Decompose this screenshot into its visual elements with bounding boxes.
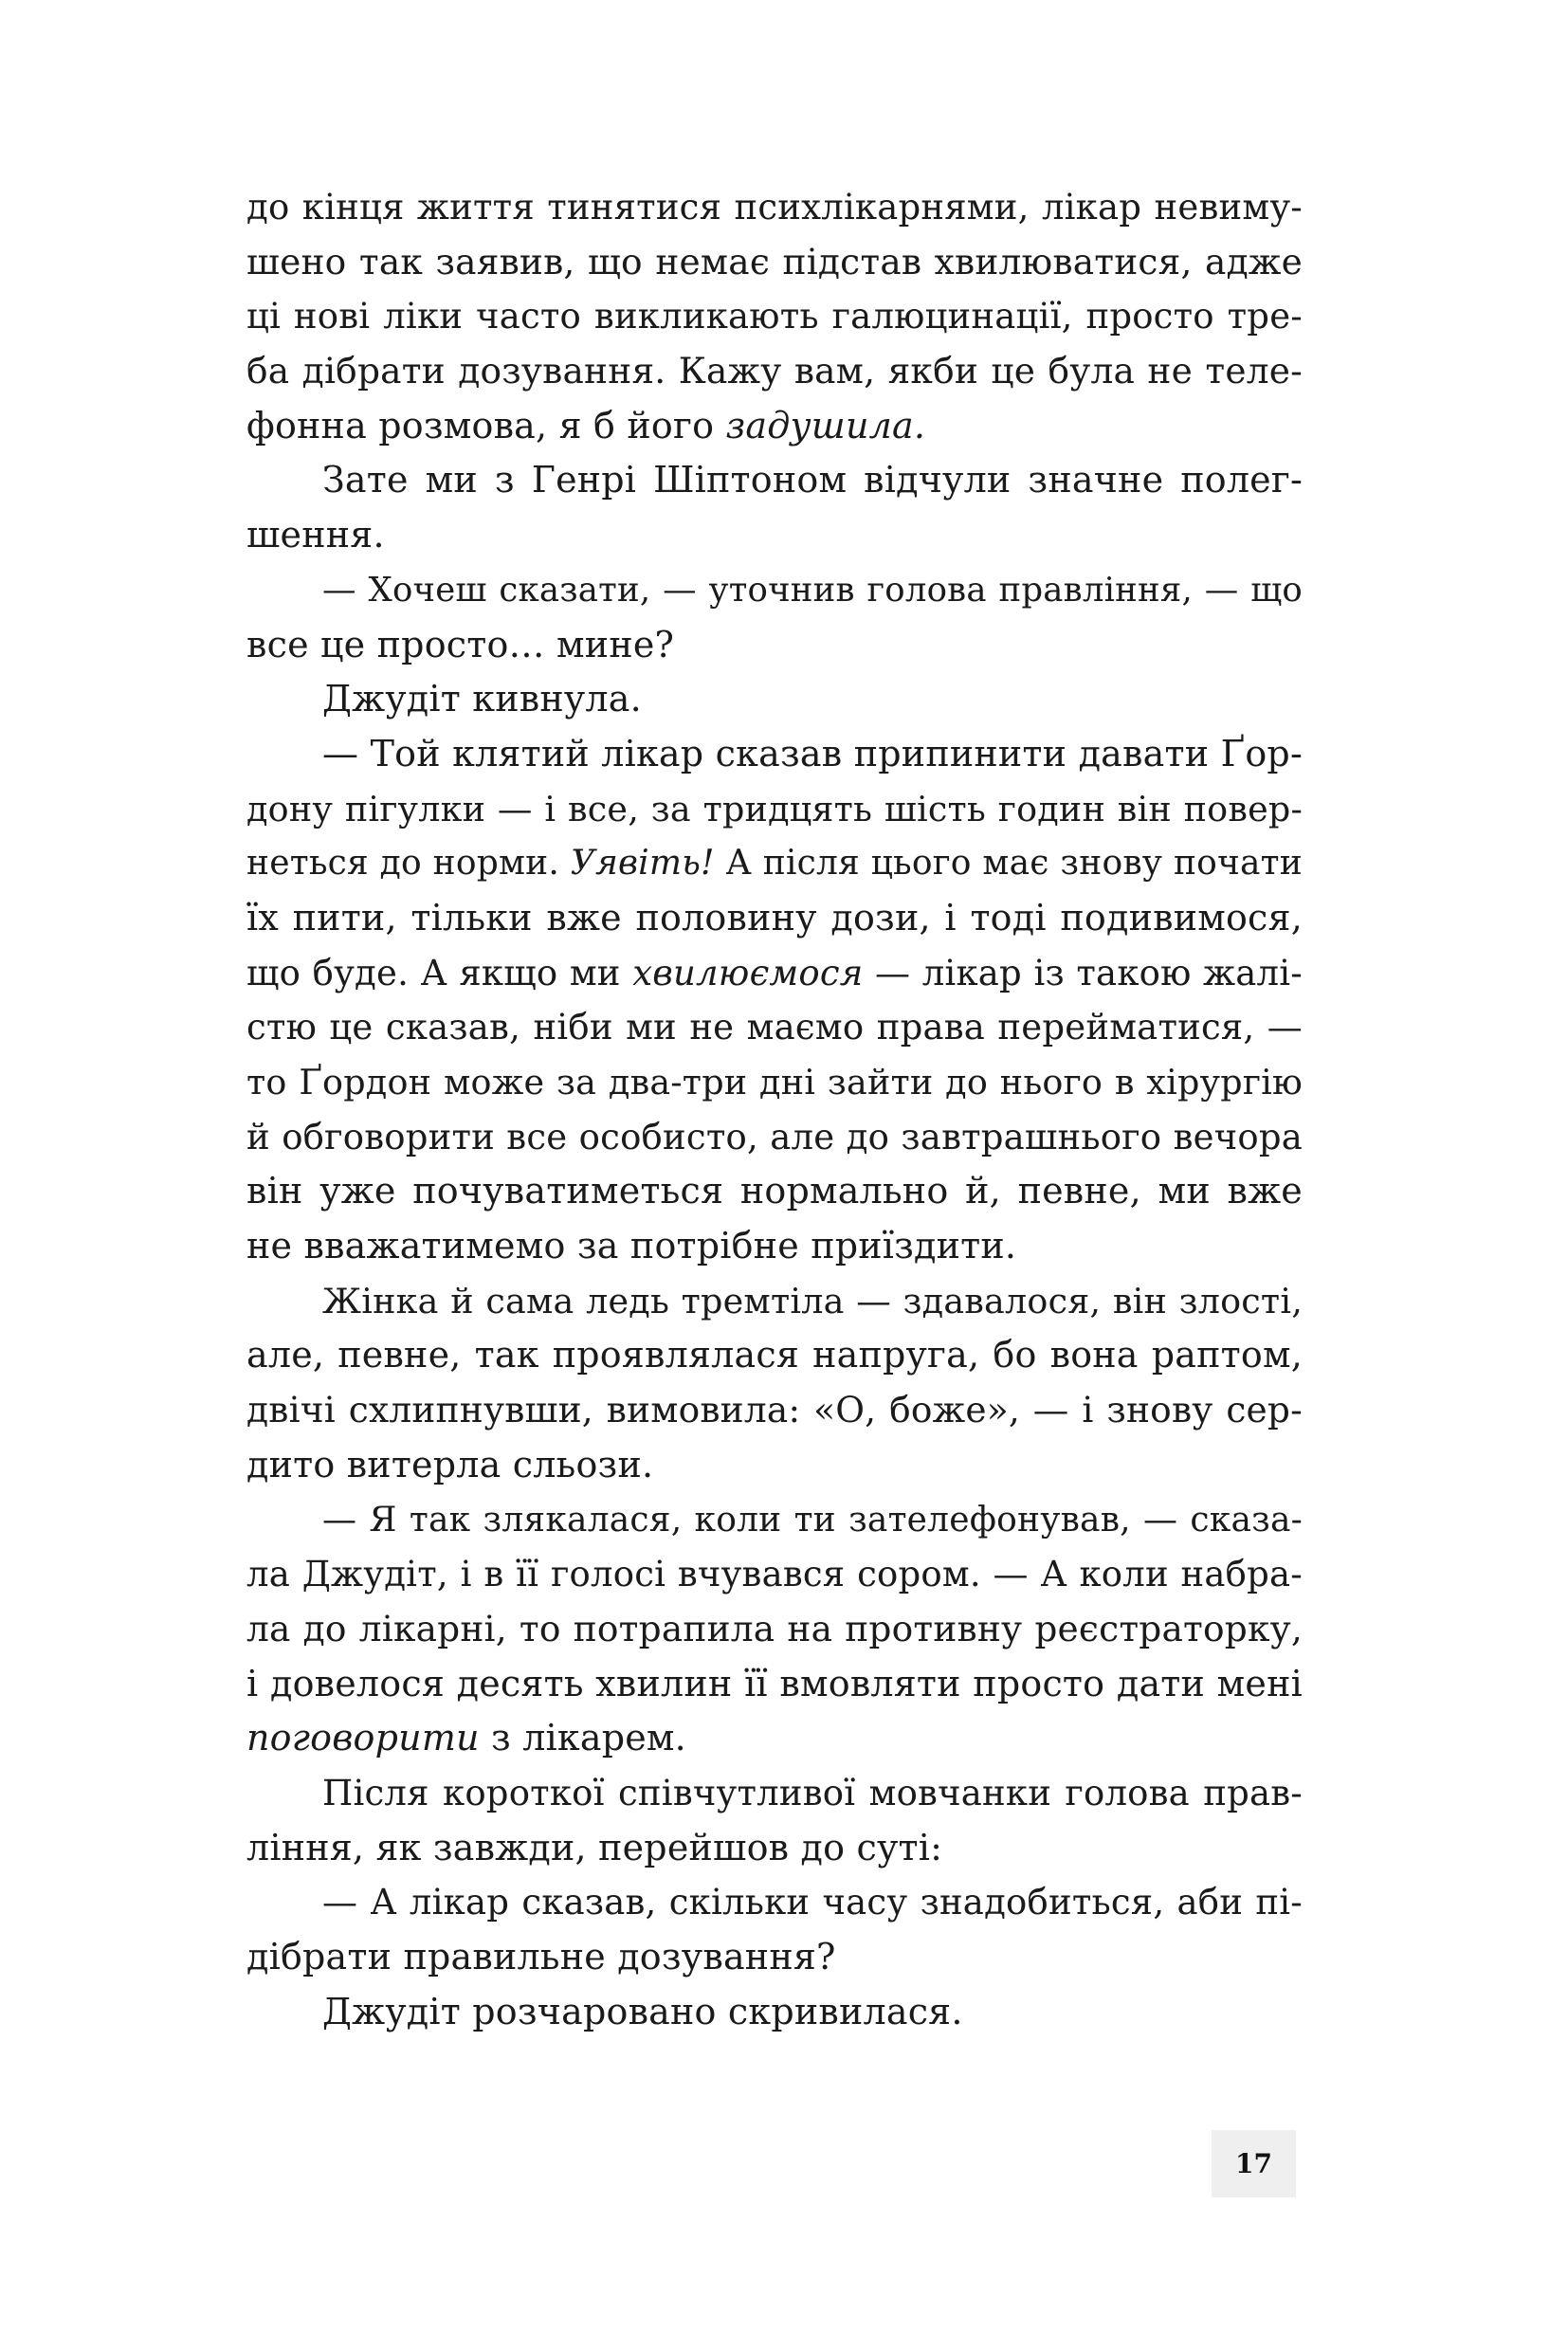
text-segment: ці нові ліки часто викликають галюцинації, просто тре- [246,296,1303,337]
text-line [246,946,1303,1001]
text-line [246,1438,1303,1493]
text-line [246,1657,1303,1712]
text-line [246,836,1303,891]
text-line [246,289,1303,344]
text-line [246,1547,1303,1602]
text-segment: ління, як завжди, перейшов до суті: [246,1826,943,1868]
emphasis-text: задушила. [725,404,926,447]
text-line [246,782,1303,837]
text-segment: дито витерла сльози. [246,1443,654,1485]
text-line [246,1328,1303,1383]
text-line [246,1055,1303,1110]
text-line [246,1711,1303,1766]
paragraph-first-line [246,1985,1303,2040]
text-segment: — Хочеш сказати, — уточнив голова правління, — що [322,570,1303,610]
paragraph-first-line [246,563,1303,618]
text-segment: з лікарем. [479,1717,686,1759]
text-segment: двічі схлипнувши, вимовила: «О, боже», — і знову сер- [246,1389,1303,1431]
text-segment: Джудіт розчаровано скривилася. [322,1990,963,2032]
text-line [246,344,1303,399]
text-segment: Зате ми з Генрі Шіптоном відчули значне полег- [322,459,1303,501]
text-line [246,1602,1303,1657]
emphasis-text: Уявіть! [570,844,715,884]
text-line [246,1930,1303,1985]
text-segment: фонна розмова, я б його [246,404,726,447]
text-segment: він уже почуватиметься нормально й, певне, ми вже [246,1170,1303,1212]
text-segment: але, певне, так проявлялася напруга, бо вона раптом, [246,1334,1303,1376]
text-line [246,891,1303,946]
text-line [246,235,1303,290]
text-segment: ла до лікарні, то потрапила на противну реєстраторку, [246,1607,1303,1649]
text-line [246,618,1303,673]
text-segment: — лікар із такою жалі- [863,952,1303,993]
text-segment: все це просто… мине? [246,623,675,665]
page-number: 17 [1235,2148,1272,2179]
paragraph-first-line [246,1875,1303,1930]
text-segment: що буде. А якщо ми [246,952,633,993]
text-segment: їх пити, тільки вже половину дози, і тоді подивимося, [246,896,1303,939]
text-segment: не вважатимемо за потрібне приїздити. [246,1225,1017,1267]
text-segment: — Той клятий лікар сказав припинити давати Ґор- [322,732,1303,775]
text-line [246,1110,1303,1165]
text-segment: неться до норми. [246,844,571,884]
text-segment: дібрати правильне дозування? [246,1936,836,1977]
paragraph-first-line [246,1766,1303,1821]
paragraph-first-line [246,1274,1303,1329]
text-segment: стю це сказав, ніби ми не маємо права перейматися, — [246,1007,1303,1048]
text-segment: й обговорити все особисто, але до завтрашнього вечора [246,1116,1303,1157]
text-line [246,508,1303,563]
text-segment: то Ґордон може за два-три дні зайти до нього в хірургію [246,1062,1303,1103]
text-segment: ба дібрати дозування. Кажу вам, якби це була не теле- [246,350,1303,392]
emphasis-text: хвилюємося [632,952,864,993]
text-line [246,1164,1303,1219]
text-line [246,399,1303,454]
text-segment: Джудіт кивнула. [322,678,642,720]
body-text [246,180,1303,2039]
paragraph-first-line [246,672,1303,727]
text-segment: і довелося десять хвилин її вмовляти просто дати мені [246,1662,1303,1704]
paragraph-first-line [246,453,1303,508]
text-line [246,1219,1303,1274]
text-segment: Після короткої співчутливої мовчанки голова прав- [322,1772,1303,1813]
text-segment: дону пігулки — і все, за тридцять шість годин він повер- [246,788,1303,829]
text-segment: А після цього має знову почати [714,844,1303,884]
emphasis-text: поговорити [246,1717,480,1759]
text-segment: — А лікар сказав, скільки часу знадобиться, аби пі- [322,1882,1303,1923]
text-segment: до кінця життя тинятися психлікарнями, лікар невиму- [246,187,1303,228]
paragraph-first-line [246,727,1303,782]
text-line [246,1821,1303,1876]
text-segment: ла Джудіт, і в її голосі вчувався сором. — А коли набра- [246,1554,1303,1595]
text-segment: — Я так злякалася, коли ти зателефонував, — сказа- [322,1500,1303,1540]
paragraph-first-line [246,1493,1303,1548]
page-number-box [1212,2130,1296,2197]
text-segment: Жінка й сама ледь тремтіла — здавалося, він злості, [322,1280,1303,1321]
text-line [246,1383,1303,1438]
text-line [246,1000,1303,1055]
text-segment: шено так заявив, що немає підстав хвилюватися, адже [246,240,1303,282]
text-line [246,180,1303,235]
text-segment: шення. [246,514,385,556]
